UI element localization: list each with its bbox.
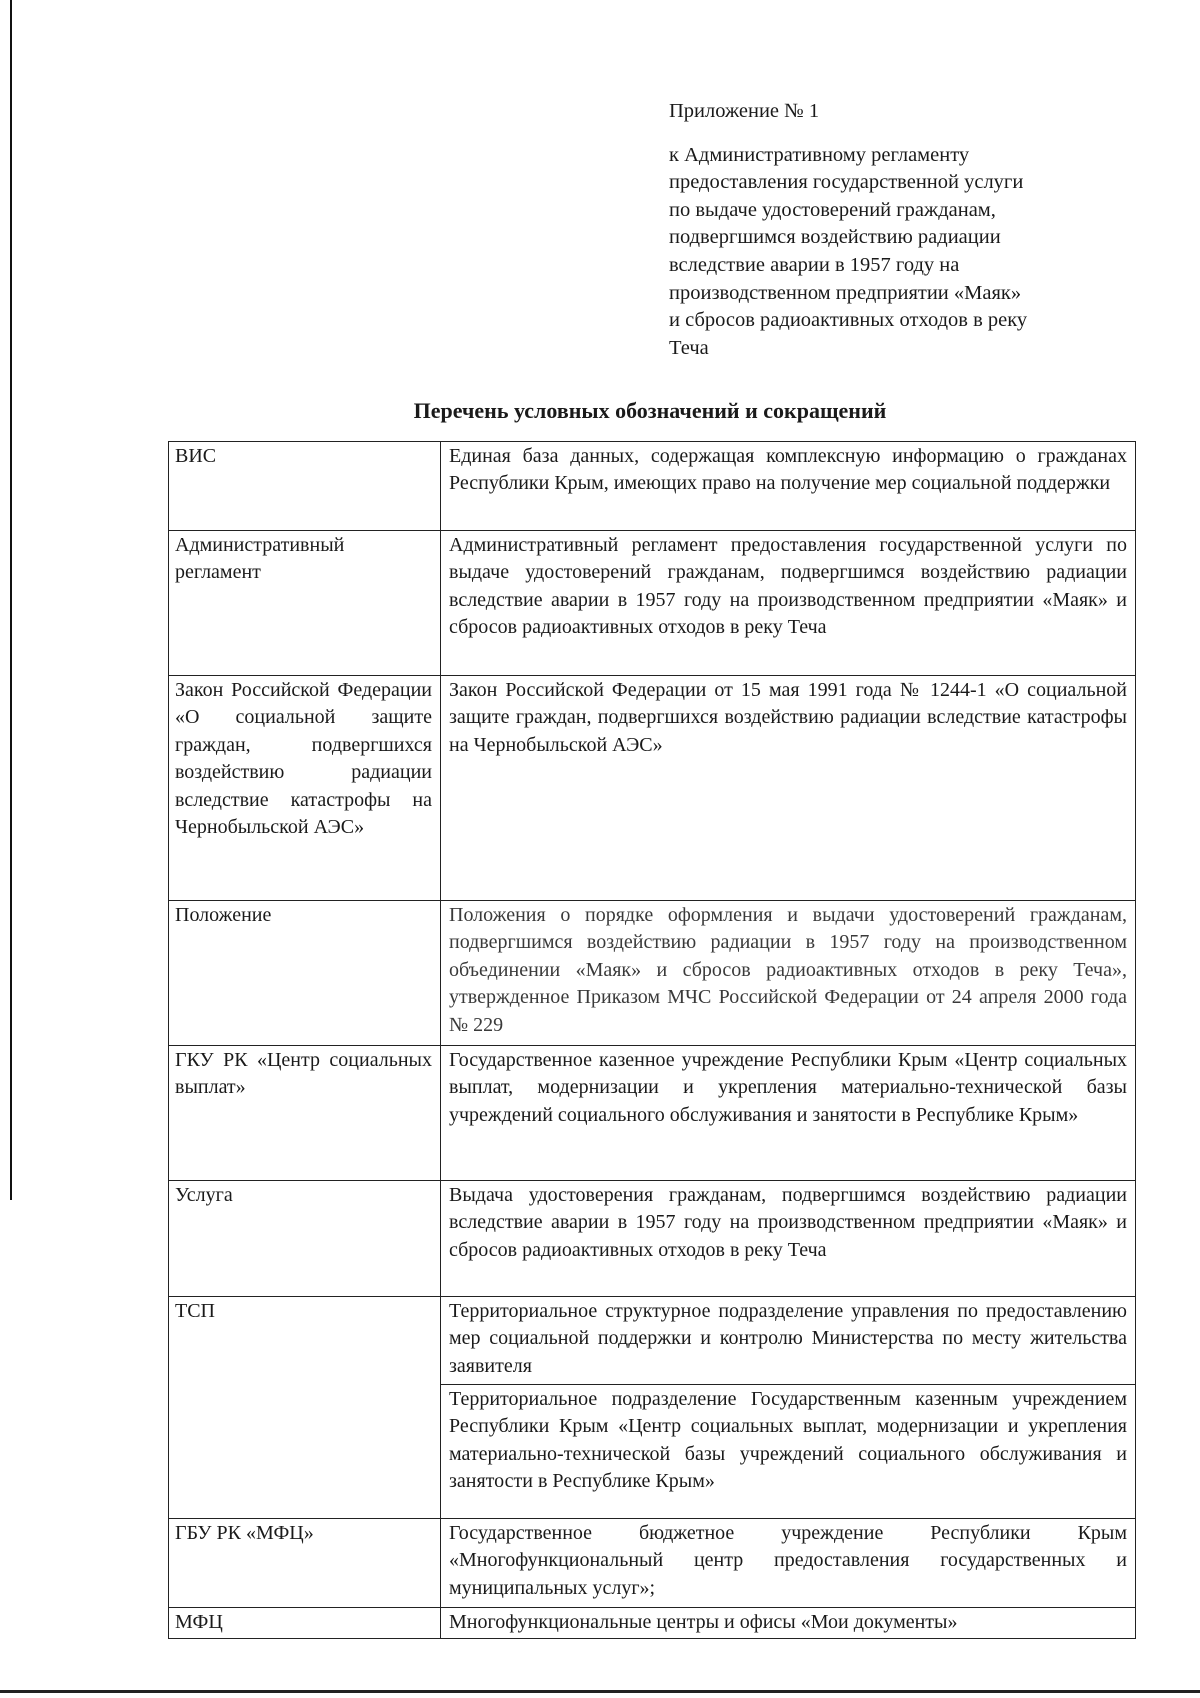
description-text: Единая база данных, содержащая комплексную информацию о гражданах Республики Крым, имеющих право на получение мер социальной поддержки [449,445,1127,495]
table-row [169,531,1136,676]
description-text: Государственное бюджетное учреждение Республики Крым «Многофункциональный центр предоставления государственных и муниципальных услуг»; [449,1522,1127,1599]
table-row [169,901,1136,1046]
scan-bottom-edge [0,1690,1200,1693]
table-row [169,1297,1136,1385]
description-cell [441,1181,1136,1297]
description-text: Территориальное структурное подразделение управления по предоставлению мер социальной поддержки и контролю Министерства по месту жительства заявителя [449,1300,1127,1377]
table-row [169,676,1136,901]
appendix-number: Приложение № 1 [669,100,820,122]
description-cell [441,676,1136,901]
description-text: Многофункциональные центры и офисы «Мои документы» [449,1611,958,1633]
appendix-line: по выдаче удостоверений гражданам, [669,198,996,221]
description-cell [441,1297,1136,1385]
term-text: ВИС [175,445,217,467]
term-text: МФЦ [175,1611,223,1633]
term-text: Положение [175,904,272,926]
appendix-block [669,98,1109,362]
term-text: ТСП [175,1300,215,1322]
term-cell [169,1297,441,1519]
description-text: Территориальное подразделение Государственным казенным учреждением Республики Крым «Центр социальных выплат, модернизации и укрепления материально-технической базы учреждений социального обслуживания и занятости в Республике Крым» [449,1388,1127,1493]
table-row [169,1046,1136,1181]
appendix-line: предоставления государственной услуги [669,171,1024,194]
term-cell [169,1181,441,1297]
description-text: Выдача удостоверения гражданам, подвергшимся воздействию радиации вследствие аварии в 1957 году на производственном предприятии «Маяк» и сбросов радиоактивных отходов в реку Теча [449,1184,1127,1261]
description-cell [441,531,1136,676]
description-text: Закон Российской Федерации от 15 мая 1991 года № 1244-1 «О социальной защите граждан, подвергшихся воздействию радиации вследствие катастрофы на Чернобыльской АЭС» [449,679,1127,756]
abbreviations-table [168,441,1136,1639]
description-text: Государственное казенное учреждение Республики Крым «Центр социальных выплат, модернизации и укрепления материально-технической базы учреждений социального обслуживания и занятости в Республике Крым» [449,1049,1127,1126]
appendix-line: к Административному регламенту [669,143,970,166]
description-cell [441,442,1136,531]
term-text: ГБУ РК «МФЦ» [175,1522,314,1544]
appendix-line: подвергшимся воздействию радиации [669,226,1001,249]
term-cell [169,1608,441,1639]
description-text: Положения о порядке оформления и выдачи удостоверений гражданам, подвергшимся воздействию радиации в 1957 году на производственном объединении «Маяк» и сбросов радиоактивных отходов в реку Теча», утвержденное Приказом МЧС Российской Федерации от 24 апреля 2000 года № 229 [449,904,1127,1036]
term-cell [169,676,441,901]
table-row [169,1608,1136,1639]
term-cell [169,901,441,1046]
term-cell [169,442,441,531]
appendix-line: и сбросов радиоактивных отходов в реку [669,309,1028,332]
term-cell [169,1046,441,1181]
description-cell [441,1046,1136,1181]
description-cell [441,1608,1136,1639]
appendix-line: вследствие аварии в 1957 году на [669,253,960,276]
table-row [169,442,1136,531]
term-text: Закон Российской Федерации «О социальной защите граждан, подвергшихся воздействию радиации вследствие катастрофы на Чернобыльской АЭС» [175,679,432,839]
term-text: Административный регламент [175,534,345,584]
appendix-line: производственном предприятии «Маяк» [669,281,1022,304]
scan-left-edge [10,0,12,1200]
term-cell [169,531,441,676]
appendix-line: Теча [669,336,709,359]
table-row [169,1181,1136,1297]
term-text: ГКУ РК «Центр социальных выплат» [175,1049,432,1099]
description-cell [441,1519,1136,1608]
table-row [169,1519,1136,1608]
term-text: Услуга [175,1184,233,1206]
term-cell [169,1519,441,1608]
description-cell [441,901,1136,1046]
description-cell [441,1385,1136,1519]
document-title: Перечень условных обозначений и сокращений [413,398,887,423]
description-text: Административный регламент предоставления государственной услуги по выдаче удостоверений гражданам, подвергшимся воздействию радиации вследствие аварии в 1957 году на производственном предприятии «Маяк» и сбросов радиоактивных отходов в реку Теча [449,534,1127,639]
